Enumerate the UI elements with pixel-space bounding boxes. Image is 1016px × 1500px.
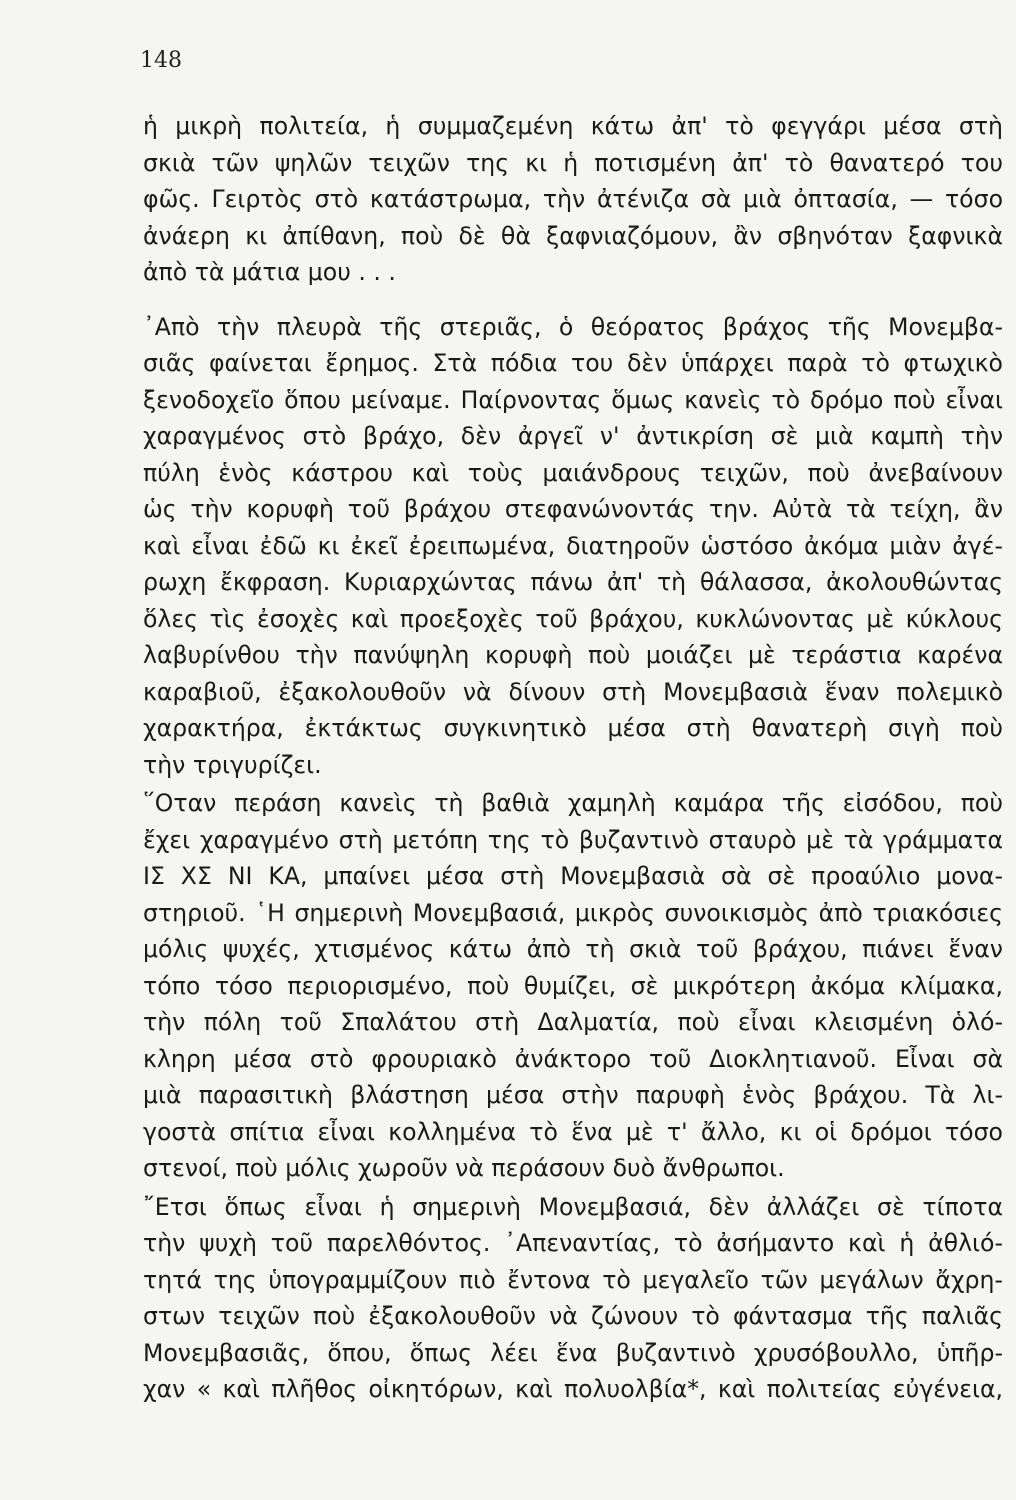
text-line: ῎Ετσι ὅπως εἶναι ἡ σημερινὴ Μονεμβασιά, δὲν ἀλλάζει σὲ τίποτα — [143, 1192, 1003, 1221]
paragraph-1 — [143, 108, 1003, 291]
text-line: ἡ μικρὴ πολιτεία, ἡ συμμαζεμένη κάτω ἀπ' τὸ φεγγάρι μέσα στὴ — [143, 112, 1003, 140]
page-number: 148 — [140, 48, 182, 73]
text-line: χαν « καὶ πλῆθος οἰκητόρων, καὶ πολυολβία*, καὶ πολιτείας εὐγένεια, — [143, 1375, 1003, 1403]
text-line: ὅλες τὶς ἐσοχὲς καὶ προεξοχὲς τοῦ βράχου, κυκλώνοντας μὲ κύκλους — [143, 604, 1003, 633]
text-line: χαραγμένος στὸ βράχο, δὲν ἀργεῖ ν' ἀντικρίση σὲ μιὰ καμπὴ τὴν — [143, 422, 1003, 450]
paragraph-3 — [143, 785, 1003, 1187]
text-line: ρωχη ἔκφραση. Κυριαρχώντας πάνω ἀπ' τὴ θάλασσα, ἀκολουθώντας — [143, 568, 1003, 596]
text-line: ῞Οταν περάση κανεὶς τὴ βαθιὰ χαμηλὴ καμάρα τῆς εἰσόδου, ποὺ — [143, 789, 1003, 817]
text-line: λαβυρίνθου τὴν πανύψηλη κορυφὴ ποὺ μοιάζει μὲ τεράστια καρένα — [143, 641, 1003, 669]
text-line: Μονεμβασιᾶς, ὅπου, ὅπως λέει ἕνα βυζαντινὸ χρυσόβουλλο, ὑπῆρ- — [143, 1338, 1003, 1367]
paragraph-2 — [143, 309, 1003, 784]
text-line: μιὰ παρασιτικὴ βλάστηση μέσα στὴν παρυφὴ ἑνὸς βράχου. Τὰ λι- — [143, 1081, 1003, 1109]
text-line: στων τειχῶν ποὺ ἐξακολουθοῦν νὰ ζώνουν τὸ φάντασμα τῆς παλιᾶς — [143, 1302, 1003, 1330]
text-line: ξενοδοχεῖο ὅπου μείναμε. Παίρνοντας ὅμως κανεὶς τὸ δρόμο ποὺ εἶναι — [143, 385, 1003, 414]
text-line: σκιὰ τῶν ψηλῶν τειχῶν της κι ἡ ποτισμένη ἀπ' τὸ θανατερό του — [143, 148, 1003, 177]
text-line: γοστὰ σπίτια εἶναι κολλημένα τὸ ἕνα μὲ τ' ἄλλο, κι οἱ δρόμοι τόσο — [143, 1117, 1003, 1146]
text-line: ὡς τὴν κορυφὴ τοῦ βράχου στεφανώνοντάς την. Αὐτὰ τὰ τείχη, ἂν — [143, 495, 1003, 523]
paragraph-4 — [143, 1189, 1003, 1408]
text-line: ἔχει χαραγμένο στὴ μετόπη της τὸ βυζαντινὸ σταυρὸ μὲ τὰ γράμματα — [143, 825, 1003, 854]
text-line: μόλις ψυχές, χτισμένος κάτω ἀπὸ τὴ σκιὰ τοῦ βράχου, πιάνει ἕναν — [143, 935, 1003, 963]
text-line: καὶ εἶναι ἐδῶ κι ἐκεῖ ἐρειπωμένα, διατηροῦν ὡστόσο ἀκόμα μιὰν ἀγέ- — [143, 531, 1003, 560]
text-line: ΙΣ ΧΣ ΝΙ ΚΑ, μπαίνει μέσα στὴ Μονεμβασιὰ σὰ σὲ προαύλιο μονα- — [143, 862, 1003, 890]
text-line: φῶς. Γειρτὸς στὸ κατάστρωμα, τὴν ἀτένιζα σὰ μιὰ ὀπτασία, — τόσο — [143, 185, 1003, 213]
text-line: τὴν τριγυρίζει. — [143, 750, 322, 779]
text-line: τητά της ὑπογραμμίζουν πιὸ ἔντονα τὸ μεγαλεῖο τῶν μεγάλων ἄχρη- — [143, 1265, 1003, 1294]
text-line: σιᾶς φαίνεται ἔρημος. Στὰ πόδια του δὲν ὑπάρχει παρὰ τὸ φτωχικὸ — [143, 349, 1003, 377]
text-line: καραβιοῦ, ἐξακολουθοῦν νὰ δίνουν στὴ Μονεμβασιὰ ἕναν πολεμικὸ — [143, 677, 1003, 706]
text-line: στενοί, ποὺ μόλις χωροῦν νὰ περάσουν δυὸ ἄνθρωποι. — [143, 1154, 785, 1182]
text-line: ᾿Απὸ τὴν πλευρὰ τῆς στεριᾶς, ὁ θεόρατος βράχος τῆς Μονεμβα- — [143, 312, 1003, 341]
text-line: πύλη ἑνὸς κάστρου καὶ τοὺς μαιάνδρους τειχῶν, ποὺ ἀνεβαίνουν — [143, 458, 1003, 487]
text-line: τόπο τόσο περιορισμένο, ποὺ θυμίζει, σὲ μικρότερη ἀκόμα κλίμακα, — [143, 971, 1003, 1000]
text-line: τὴν πόλη τοῦ Σπαλάτου στὴ Δαλματία, ποὺ εἶναι κλεισμένη ὁλό- — [143, 1008, 1003, 1036]
body-text — [143, 108, 1003, 1408]
text-line: ἀνάερη κι ἀπίθανη, ποὺ δὲ θὰ ξαφνιαζόμουν, ἂν σβηνόταν ξαφνικὰ — [143, 221, 1003, 250]
text-line: κληρη μέσα στὸ φρουριακὸ ἀνάκτορο τοῦ Διοκλητιανοῦ. Εἶναι σὰ — [143, 1044, 1003, 1073]
text-line: ἀπὸ τὰ μάτια μου . . . — [143, 258, 396, 286]
text-line: χαρακτήρα, ἐκτάκτως συγκινητικὸ μέσα στὴ θανατερὴ σιγὴ ποὺ — [143, 714, 1003, 742]
text-line: στηριοῦ. ῾Η σημερινὴ Μονεμβασιά, μικρὸς συνοικισμὸς ἀπὸ τριακόσιες — [143, 898, 1003, 927]
text-line: τὴν ψυχὴ τοῦ παρελθόντος. ᾿Απεναντίας, τὸ ἀσήμαντο καὶ ἡ ἀθλιό- — [143, 1229, 1003, 1257]
